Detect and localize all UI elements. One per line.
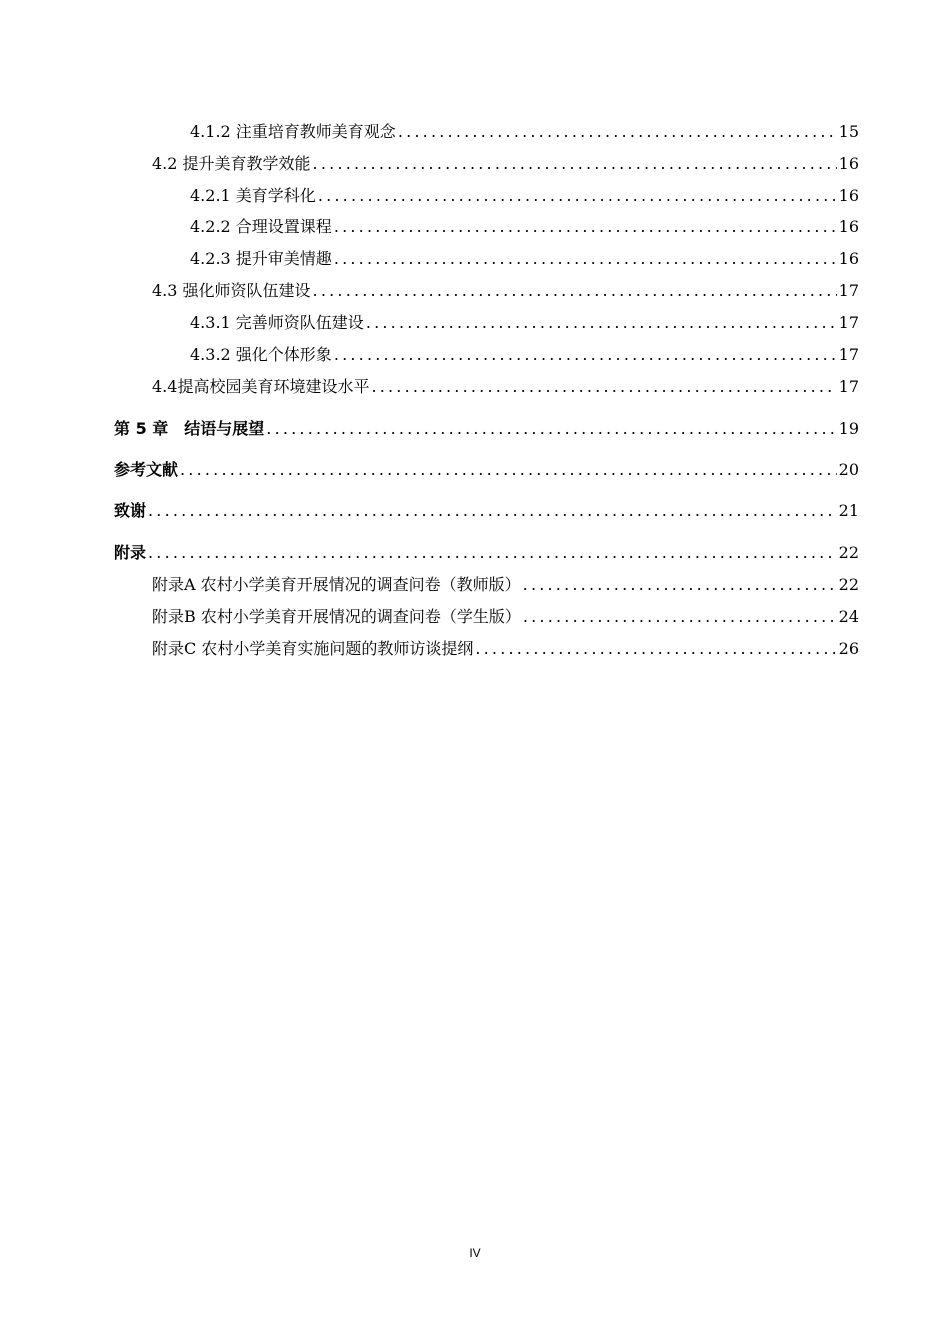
toc-entry-references[interactable] (114, 460, 859, 480)
toc-entry-page: 15 (838, 122, 859, 141)
toc-entry-page: 20 (838, 460, 859, 479)
toc-entry-page: 16 (838, 154, 859, 173)
dot-leader (523, 607, 837, 627)
toc-entry-page: 16 (838, 249, 859, 268)
dot-leader (475, 639, 836, 659)
toc-entry-appendix[interactable] (114, 543, 859, 563)
toc-entry-page: 21 (838, 501, 859, 520)
toc-entry-page: 17 (838, 313, 859, 332)
dot-leader (371, 377, 836, 397)
toc-entry-page: 22 (838, 575, 859, 594)
dot-leader (180, 460, 837, 480)
toc-entry-4-2-3[interactable] (190, 249, 859, 269)
toc-entry-label: 4.3 强化师资队伍建设 (152, 281, 311, 300)
toc-entry-label: 4.2.3 提升审美情趣 (190, 249, 332, 268)
dot-leader (334, 217, 837, 237)
dot-leader (313, 154, 837, 174)
toc-entry-label: 附录C 农村小学美育实施问题的教师访谈提纲 (152, 639, 474, 658)
toc-entry-page: 19 (838, 419, 859, 438)
toc-entry-label: 附录B 农村小学美育开展情况的调查问卷（学生版） (152, 607, 521, 626)
dot-leader (366, 313, 837, 333)
dot-leader (148, 501, 837, 521)
toc-entry-acknowledgements[interactable] (114, 501, 859, 521)
toc-entry-4-2-1[interactable] (190, 186, 859, 206)
toc-entry-page: 16 (838, 186, 859, 205)
toc-entry-label: 4.1.2 注重培育教师美育观念 (190, 122, 396, 141)
toc-entry-page: 22 (838, 543, 859, 562)
toc-entry-chapter-5[interactable] (114, 419, 859, 439)
dot-leader (266, 419, 836, 439)
dot-leader (318, 186, 837, 206)
toc-entry-page: 17 (838, 377, 859, 396)
toc-entry-label: 附录 (114, 543, 147, 562)
toc-entry-label: 参考文献 (114, 460, 179, 479)
toc-entry-page: 17 (838, 345, 859, 364)
toc-entry-page: 24 (838, 607, 859, 626)
dot-leader (523, 575, 837, 595)
dot-leader (398, 122, 837, 142)
toc-entry-label: 附录A 农村小学美育开展情况的调查问卷（教师版） (152, 575, 521, 594)
toc-entry-appendix-c[interactable] (152, 639, 859, 659)
toc-entry-4-3-1[interactable] (190, 313, 859, 333)
toc-entry-label: 4.3.1 完善师资队伍建设 (190, 313, 364, 332)
toc-entry-label: 第 5 章 结语与展望 (114, 419, 265, 438)
toc-entry-4-1-2[interactable] (190, 122, 859, 142)
page-number: IV (469, 1246, 481, 1260)
toc-entry-4-3-2[interactable] (190, 345, 859, 365)
toc-entry-page: 26 (838, 639, 859, 658)
toc-entry-label: 致谢 (114, 501, 147, 520)
toc-entry-label: 4.2.1 美育学科化 (190, 186, 316, 205)
dot-leader (334, 345, 837, 365)
toc-entry-4-3[interactable] (152, 281, 859, 301)
toc-entry-label: 4.4提高校园美育环境建设水平 (152, 377, 370, 396)
toc-entry-4-2-2[interactable] (190, 217, 859, 237)
toc-entry-label: 4.2 提升美育教学效能 (152, 154, 311, 173)
toc-entry-label: 4.2.2 合理设置课程 (190, 217, 332, 236)
dot-leader (313, 281, 837, 301)
toc-entry-page: 17 (838, 281, 859, 300)
toc-entry-appendix-b[interactable] (152, 607, 859, 627)
toc-entry-page: 16 (838, 217, 859, 236)
dot-leader (148, 543, 837, 563)
dot-leader (334, 249, 837, 269)
toc-entry-appendix-a[interactable] (152, 575, 859, 595)
toc-entry-label: 4.3.2 强化个体形象 (190, 345, 332, 364)
toc-entry-4-2[interactable] (152, 154, 859, 174)
toc-entry-4-4[interactable] (152, 377, 859, 397)
